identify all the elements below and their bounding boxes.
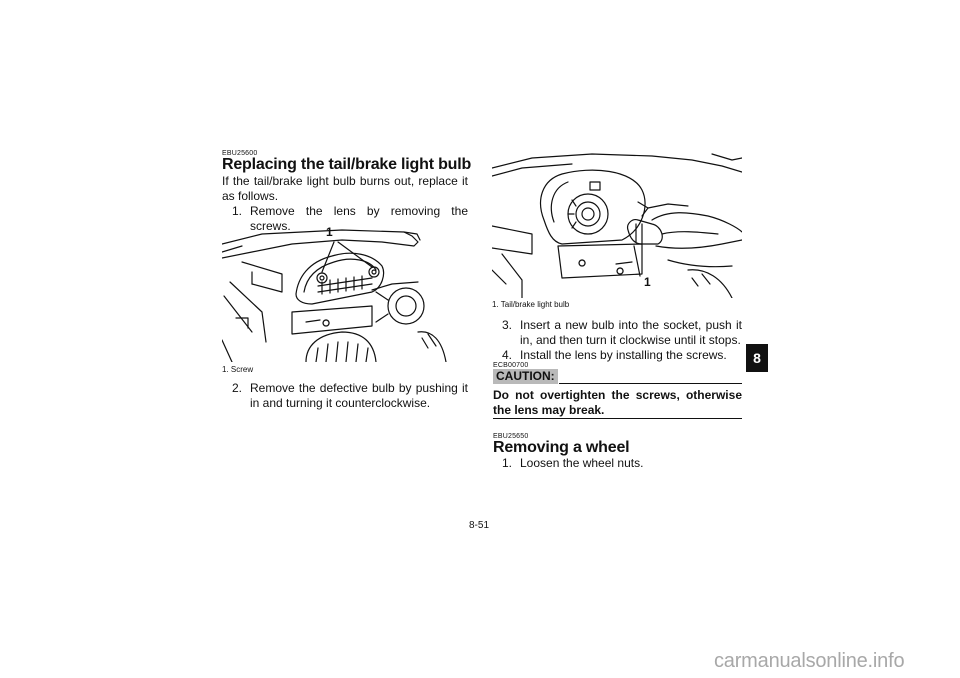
figure-tail-light-screws xyxy=(222,222,470,362)
step-number: 4. xyxy=(502,348,513,362)
step-3 xyxy=(502,318,742,348)
caution-text: Do not overtighten the screws, otherwise the lens may break. xyxy=(493,388,742,417)
caution-rule-top xyxy=(559,383,742,384)
intro-paragraph: If the tail/brake light bulb burns out, replace it as follows. xyxy=(222,174,468,203)
caution-code: ECB00700 xyxy=(493,362,529,369)
figure-caption: 1. Screw xyxy=(222,365,254,374)
step-number: 2. xyxy=(232,381,243,395)
figure-caption: 1. Tail/brake light bulb xyxy=(492,300,570,309)
bulb-removal-illustration xyxy=(492,150,742,298)
step-text: Install the lens by installing the screws. xyxy=(520,348,727,362)
step-2 xyxy=(232,381,468,411)
step-4 xyxy=(502,348,742,363)
caution-rule-bottom xyxy=(493,418,742,419)
step-text: Loosen the wheel nuts. xyxy=(520,456,644,470)
watermark-text: carmanualsonline.info xyxy=(714,650,905,672)
tail-light-illustration xyxy=(222,222,470,362)
figure-callout-number: 1 xyxy=(644,275,651,289)
section-title: Replacing the tail/brake light bulb xyxy=(222,156,472,173)
step-text: Remove the defective bulb by pushing it in and turning it counterclockwise. xyxy=(250,381,468,410)
section-code: EBU25600 xyxy=(222,150,258,157)
step-number: 1. xyxy=(502,456,513,470)
section-title: Removing a wheel xyxy=(493,439,630,456)
step-number: 3. xyxy=(502,318,513,332)
page-number: 8-51 xyxy=(469,520,490,531)
step-wheel-1 xyxy=(502,456,742,471)
step-text: Insert a new bulb into the socket, push it in, and then turn it clockwise until it stops. xyxy=(520,318,742,347)
step-text: Remove the lens by removing the screws. xyxy=(250,204,468,233)
figure-bulb-removal xyxy=(492,150,742,298)
step-number: 1. xyxy=(232,204,243,218)
caution-label: CAUTION: xyxy=(493,369,558,384)
section-code: EBU25650 xyxy=(493,433,529,440)
figure-callout-number: 1 xyxy=(326,225,333,239)
chapter-tab: 8 xyxy=(746,344,768,372)
